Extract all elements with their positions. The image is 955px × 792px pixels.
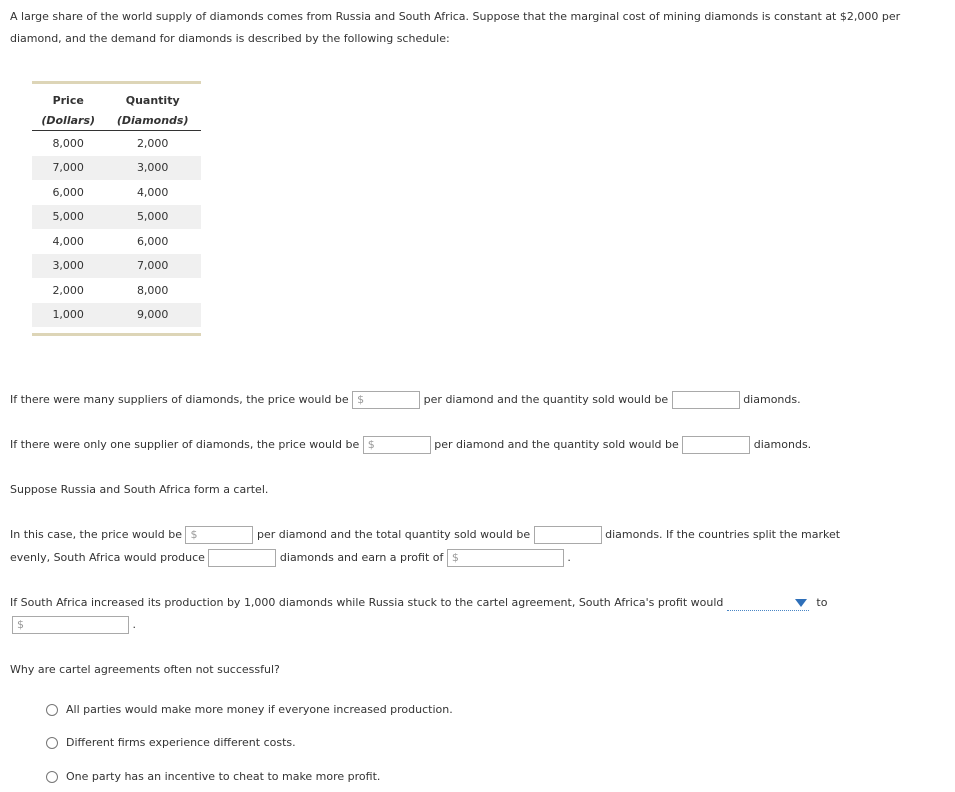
option-incentive-to-cheat[interactable] — [46, 768, 380, 786]
question-cartel-line2 — [10, 548, 571, 568]
q2-text-c: diamonds. — [753, 438, 812, 451]
question-cartel-line1 — [10, 525, 840, 545]
table-row — [32, 278, 201, 303]
price-cell: 4,000 — [52, 234, 84, 248]
price-cell: 2,000 — [52, 283, 84, 297]
price-cell: 6,000 — [52, 185, 84, 199]
q2-text-b: per diamond and the quantity sold would be — [434, 438, 679, 451]
question-cheating-line1 — [10, 593, 827, 613]
monopoly-price-input[interactable] — [363, 436, 431, 454]
price-header: Price — [52, 93, 84, 107]
price-cell: 1,000 — [32, 303, 104, 328]
cartel-statement: Suppose Russia and South Africa form a cartel. — [10, 483, 269, 496]
price-unit: (Dollars) — [32, 110, 104, 131]
q1-text-c: diamonds. — [743, 393, 801, 406]
q4-text-b: to — [816, 596, 828, 609]
question-one-supplier — [10, 435, 811, 455]
price-cell: 7,000 — [32, 156, 104, 181]
q3-text-f: . — [567, 551, 571, 564]
cartel-total-quantity-input[interactable] — [534, 526, 602, 544]
quantity-unit: (Diamonds) — [104, 110, 201, 131]
dollar-sign: $ — [190, 528, 198, 541]
table-row — [32, 303, 201, 328]
quantity-cell: 2,000 — [136, 136, 169, 150]
q3-text-a: In this case, the price would be — [10, 528, 182, 541]
why-question: Why are cartel agreements often not successful? — [10, 663, 280, 676]
table-row — [32, 180, 201, 205]
q2-text-a: If there were only one supplier of diamonds, the price would be — [10, 438, 360, 451]
price-cell: 5,000 — [32, 205, 104, 230]
q1-text-a: If there were many suppliers of diamonds, the price would be — [10, 393, 349, 406]
chevron-down-icon — [795, 599, 807, 607]
option-label: One party has an incentive to cheat to make more profit. — [66, 770, 381, 783]
quantity-cell: 6,000 — [136, 234, 169, 248]
competitive-price-input[interactable] — [352, 391, 420, 409]
question-cheating-line2 — [12, 615, 136, 635]
table-row — [32, 205, 201, 230]
q3-text-b: per diamond and the total quantity sold would be — [256, 528, 531, 541]
new-profit-input[interactable] — [12, 616, 129, 634]
option-label: Different firms experience different costs. — [66, 736, 296, 749]
problem-intro: A large share of the world supply of diamonds comes from Russia and South Africa. Suppose that the marginal cost of mining diamonds is constant at $2,000 per diamond, and the demand for diamonds is described by the following schedule: — [10, 10, 901, 45]
q1-text-b: per diamond and the quantity sold would be — [423, 393, 669, 406]
dollar-sign: $ — [451, 551, 459, 564]
option-more-money[interactable] — [46, 701, 453, 719]
question-many-suppliers — [10, 390, 801, 410]
dollar-sign: $ — [367, 438, 375, 451]
radio-button[interactable] — [46, 704, 58, 716]
dollar-sign: $ — [17, 618, 24, 631]
competitive-quantity-input[interactable] — [672, 391, 740, 409]
south-africa-quantity-input[interactable] — [208, 549, 276, 567]
monopoly-quantity-input[interactable] — [682, 436, 750, 454]
quantity-cell: 8,000 — [136, 283, 169, 297]
q4-text-a: If South Africa increased its production by 1,000 diamonds while Russia stuck to the cartel agreement, South Africa's profit would — [10, 596, 724, 609]
radio-button[interactable] — [46, 771, 58, 783]
profit-change-dropdown[interactable] — [727, 596, 809, 611]
table-row — [32, 156, 201, 181]
q4-text-c: . — [132, 618, 136, 631]
quantity-cell: 3,000 — [104, 156, 201, 181]
quantity-header: Quantity — [125, 93, 180, 107]
table-row — [32, 131, 201, 156]
quantity-cell: 7,000 — [104, 254, 201, 279]
q3-text-c: diamonds. If the countries split the market — [605, 528, 841, 541]
price-cell: 8,000 — [52, 136, 84, 150]
quantity-cell: 5,000 — [104, 205, 201, 230]
price-cell: 3,000 — [32, 254, 104, 279]
dollar-sign: $ — [357, 393, 365, 406]
table-row — [32, 254, 201, 279]
option-label: All parties would make more money if everyone increased production. — [66, 703, 453, 716]
south-africa-profit-input[interactable] — [447, 549, 564, 567]
radio-button[interactable] — [46, 737, 58, 749]
demand-schedule-table — [32, 81, 201, 336]
quantity-cell: 9,000 — [104, 303, 201, 328]
cartel-price-input[interactable] — [185, 526, 253, 544]
quantity-cell: 4,000 — [136, 185, 169, 199]
q3-text-e: diamonds and earn a profit of — [279, 551, 444, 564]
table-row — [32, 229, 201, 254]
q3-text-d: evenly, South Africa would produce — [10, 551, 205, 564]
option-different-costs[interactable] — [46, 734, 296, 752]
